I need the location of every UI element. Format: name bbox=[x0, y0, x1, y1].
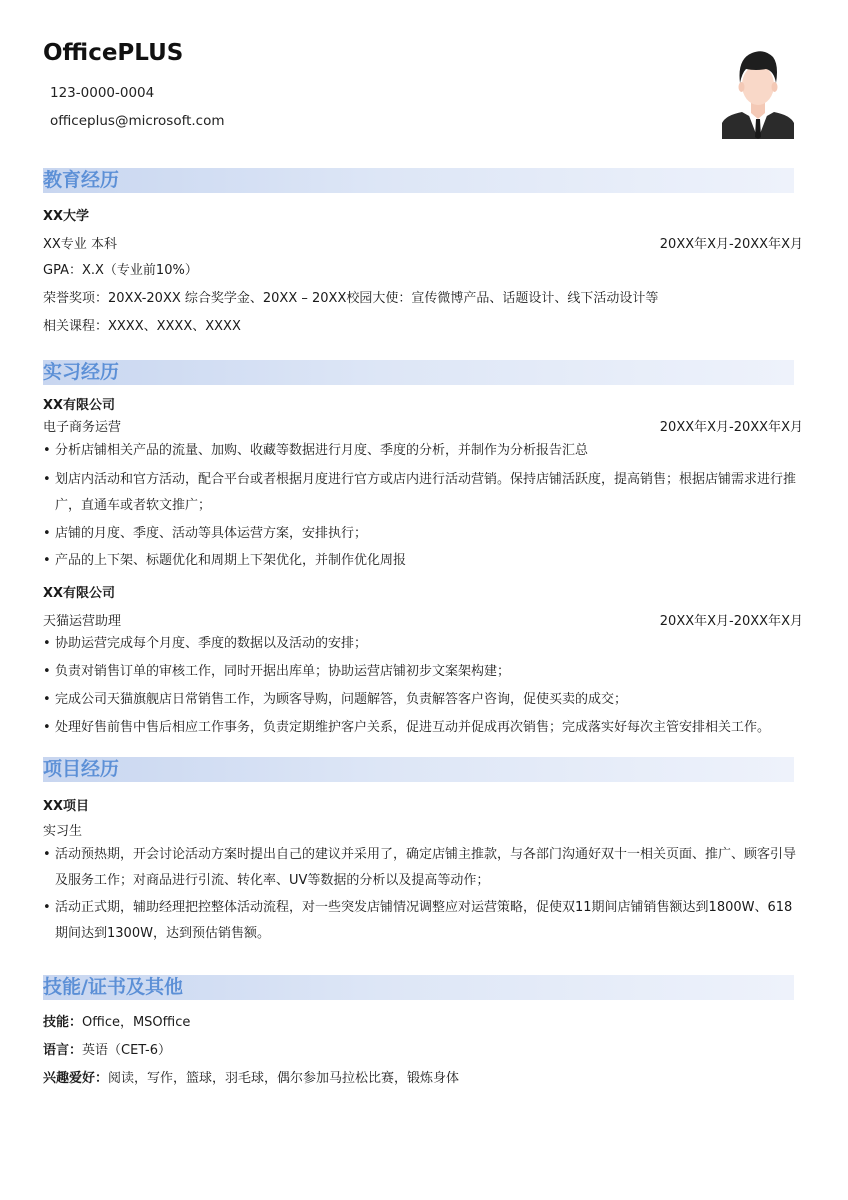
honors: 荣誉奖项：20XX-20XX 综合奖学金、20XX – 20XX校园大使：宣传微博产品、话题设计、线下活动设计等 bbox=[43, 291, 659, 306]
courses: 相关课程：XXXX、XXXX、XXXX bbox=[43, 319, 241, 334]
section-title: 技能/证书及其他 bbox=[43, 976, 183, 998]
section-title: 实习经历 bbox=[43, 361, 120, 383]
phone-number: 123-0000-0004 bbox=[50, 85, 155, 101]
language-row bbox=[43, 1039, 803, 1058]
list-item: • 处理好售前售中售后相应工作事务，负责定期维护客户关系，促进互动并促成再次销售；完成落实好每次主管安排相关工作。 bbox=[43, 720, 771, 735]
skills-row bbox=[43, 1011, 803, 1030]
list-item: • 划店内活动和官方活动，配合平台或者根据月度进行官方或店内进行活动营销。保持店铺活跃度，提高销售；根据店铺需求进行推广，直通车或者软文推广； bbox=[43, 472, 797, 513]
language-value: 英语（CET-6） bbox=[82, 1043, 172, 1058]
school-name: XX大学 bbox=[43, 209, 90, 224]
candidate-name: OfficePLUS bbox=[43, 40, 184, 66]
job-date: 20XX年X月-20XX年X月 bbox=[659, 614, 803, 629]
job-date: 20XX年X月-20XX年X月 bbox=[659, 420, 803, 435]
skills-label: 技能： bbox=[43, 1015, 83, 1030]
section-title: 教育经历 bbox=[43, 169, 120, 191]
list-item: • 负责对销售订单的审核工作，同时开据出库单；协助运营店铺初步文案架构建； bbox=[43, 664, 511, 679]
list-item: • 产品的上下架、标题优化和周期上下架优化，并制作优化周报 bbox=[43, 553, 407, 568]
section-education bbox=[43, 168, 794, 193]
language-label: 语言： bbox=[43, 1043, 83, 1058]
list-item: • 协助运营完成每个月度、季度的数据以及活动的安排； bbox=[43, 636, 368, 651]
list-item: • 活动正式期，辅助经理把控整体活动流程，对一些突发店铺情况调整应对运营策略，促使双11期间店铺销售额达到1800W、618期间达到1300W，达到预估销售额。 bbox=[43, 900, 793, 941]
hobby-row bbox=[43, 1067, 803, 1086]
project-name: XX项目 bbox=[43, 799, 90, 814]
company-name: XX有限公司 bbox=[43, 398, 116, 413]
job-role: 电子商务运营 bbox=[43, 420, 122, 435]
education-date: 20XX年X月-20XX年X月 bbox=[659, 237, 803, 252]
project-role: 实习生 bbox=[43, 824, 83, 839]
list-item: • 活动预热期，开会讨论活动方案时提出自己的建议并采用了，确定店铺主推款，与各部门沟通好双十一相关页面、推广、顾客引导及服务工作；对商品进行引流、转化率、UV等数据的分析以及提高等动作； bbox=[43, 847, 797, 888]
section-internship bbox=[43, 360, 794, 385]
gpa: GPA：X.X（专业前10%） bbox=[43, 263, 198, 278]
list-item: • 分析店铺相关产品的流量、加购、收藏等数据进行月度、季度的分析，并制作为分析报告汇总 bbox=[43, 443, 589, 458]
list-item: • 完成公司天猫旗舰店日常销售工作，为顾客导购，问题解答，负责解答客户咨询，促使买卖的成交； bbox=[43, 692, 628, 707]
section-project bbox=[43, 757, 794, 782]
hobby-label: 兴趣爱好： bbox=[43, 1071, 109, 1086]
skills-value: Office，MSOffice bbox=[82, 1015, 191, 1030]
job-role: 天猫运营助理 bbox=[43, 614, 122, 629]
email-address: officeplus@microsoft.com bbox=[50, 113, 225, 129]
list-item: • 店铺的月度、季度、活动等具体运营方案，安排执行； bbox=[43, 526, 368, 541]
section-title: 项目经历 bbox=[43, 758, 120, 780]
section-skills bbox=[43, 975, 794, 1000]
company-name: XX有限公司 bbox=[43, 586, 116, 601]
hobby-value: 阅读，写作，篮球，羽毛球，偶尔参加马拉松比赛，锻炼身体 bbox=[108, 1071, 460, 1086]
major-degree: XX专业 本科 bbox=[43, 237, 117, 252]
avatar bbox=[722, 45, 794, 139]
